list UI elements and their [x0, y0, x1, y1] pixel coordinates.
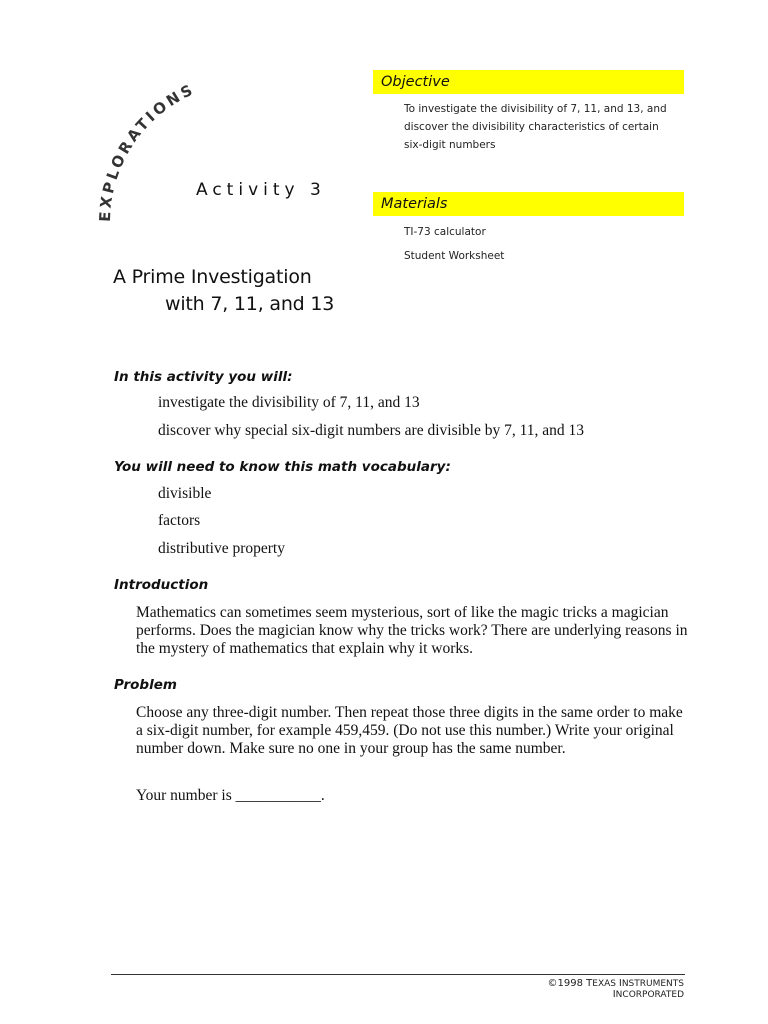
- footer-texas-rest: EXAS: [592, 979, 619, 989]
- problem-text: Choose any three-digit number. Then repeat those three digits in the same order to make a six-digit number, for example 459,459. (Do not use this number.) Write your original number down. Make sure no one in your group has the same number.: [136, 704, 683, 757]
- activity-goals-heading: In this activity you will:: [114, 369, 293, 385]
- footer-incorporated-initial: I: [612, 989, 616, 1000]
- footer-divider: [111, 974, 685, 975]
- materials-item: Student Worksheet: [404, 250, 505, 262]
- vocabulary-item: divisible: [158, 485, 212, 502]
- introduction-heading: Introduction: [114, 577, 209, 593]
- objective-text: To investigate the divisibility of 7, 11, and 13, and discover the divisibility characteristics of certain six-digit numbers: [404, 103, 667, 151]
- problem-heading: Problem: [114, 677, 177, 693]
- activity-goal-item: discover why special six-digit numbers are divisible by 7, 11, and 13: [158, 422, 585, 439]
- vocabulary-heading: You will need to know this math vocabulary:: [114, 459, 451, 475]
- materials-item: TI-73 calculator: [404, 226, 486, 238]
- page-title-line2: with 7, 11, and 13: [165, 293, 335, 315]
- activity-number: Activity 3: [196, 180, 326, 200]
- footer-copyright: [474, 978, 684, 1000]
- footer-copyright-year: ©1998 T: [547, 978, 593, 989]
- vocabulary-item: distributive property: [158, 540, 285, 557]
- materials-heading: Materials: [373, 192, 684, 216]
- vocabulary-item: factors: [158, 512, 201, 529]
- footer-incorporated-rest: NCORPORATED: [615, 990, 684, 1000]
- explorations-logo: [80, 62, 280, 232]
- objective-heading: Objective: [373, 70, 684, 94]
- footer-instruments-initial: I: [618, 978, 622, 989]
- activity-goal-item: investigate the divisibility of 7, 11, and 13: [158, 394, 420, 411]
- footer-instruments-rest: NSTRUMENTS: [621, 979, 684, 989]
- introduction-text: Mathematics can sometimes seem mysterious, sort of like the magic tricks a magician performs. Does the magician know why the tricks work? There are underlying reasons in the mystery of mathematics that explain why it works.: [136, 604, 688, 657]
- page-title-line1: A Prime Investigation: [113, 266, 312, 288]
- explorations-logo-text: EXPLORATIONS: [95, 79, 198, 223]
- your-number-line: Your number is ___________.: [136, 787, 325, 804]
